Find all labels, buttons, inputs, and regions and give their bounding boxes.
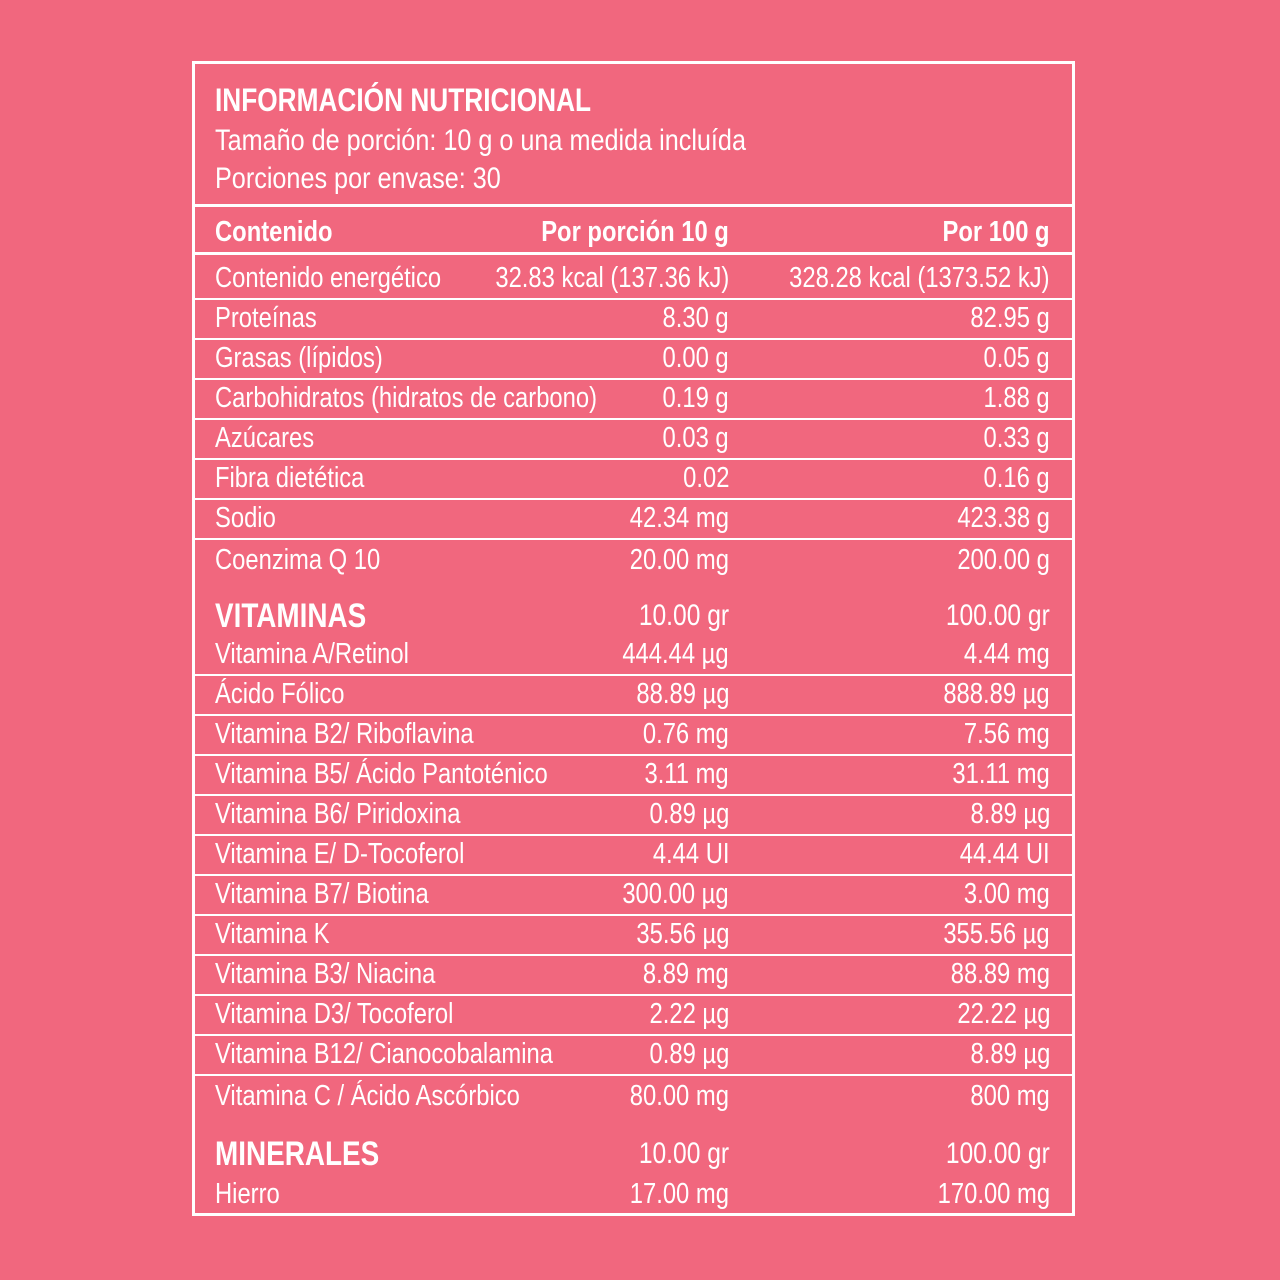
servings-per-container: Porciones por envase: 30 (215, 162, 501, 195)
nutrient-row (195, 258, 1072, 300)
row-per-100: 88.89 mg (950, 958, 1050, 990)
row-per-100: 4.44 mg (964, 638, 1050, 670)
row-label: Vitamina B3/ Niacina (215, 958, 436, 990)
row-label: Vitamina C / Ácido Ascórbico (215, 1080, 520, 1112)
vitamin-row (195, 676, 1072, 716)
vitamin-row (195, 1036, 1072, 1076)
vitamin-row (195, 1076, 1072, 1116)
vitamin-row (195, 636, 1072, 676)
row-per-100: 8.89 µg (970, 798, 1050, 830)
row-label: Vitamina A/Retinol (215, 638, 409, 670)
row-label: VITAMINAS (215, 597, 367, 635)
row-label: Grasas (lípidos) (215, 342, 383, 374)
row-per-serving: 10.00 gr (638, 1137, 729, 1170)
vitamin-row (195, 916, 1072, 956)
nutrient-row (195, 420, 1072, 460)
row-per-serving: 0.89 µg (649, 1038, 729, 1070)
row-label: Coenzima Q 10 (215, 544, 381, 576)
row-per-serving: 42.34 mg (629, 502, 729, 534)
row-label: Azúcares (215, 422, 315, 454)
nutrient-row (195, 380, 1072, 420)
row-per-serving: 300.00 µg (622, 878, 729, 910)
row-label: Vitamina B6/ Piridoxina (215, 798, 461, 830)
row-per-serving: 444.44 µg (622, 638, 729, 670)
row-per-serving: 80.00 mg (629, 1080, 729, 1112)
row-per-serving: 0.89 µg (649, 798, 729, 830)
nutrition-title: INFORMACIÓN NUTRICIONAL (215, 82, 592, 118)
row-per-100: 0.05 g (983, 342, 1050, 374)
row-per-serving: 17.00 mg (629, 1178, 729, 1210)
row-per-serving: 88.89 µg (635, 678, 729, 710)
row-per-serving: 0.00 g (662, 342, 729, 374)
serving-size: Tamaño de porción: 10 g o una medida incluída (215, 124, 746, 157)
nutrient-row (195, 540, 1072, 580)
row-label: Vitamina K (215, 918, 330, 950)
column-per-100-header: Por 100 g (942, 216, 1050, 248)
row-per-100: 170.00 mg (937, 1178, 1050, 1210)
row-per-serving: 0.02 (682, 462, 729, 494)
column-per-serving-header: Por porción 10 g (541, 216, 729, 248)
row-per-serving: 32.83 kcal (137.36 kJ) (495, 262, 729, 294)
vitamin-row (195, 796, 1072, 836)
row-per-serving: 8.30 g (662, 302, 729, 334)
row-label: Vitamina B12/ Cianocobalamina (215, 1038, 553, 1070)
row-per-serving: 2.22 µg (649, 998, 729, 1030)
vitamin-row (195, 716, 1072, 756)
vitamin-row (195, 876, 1072, 916)
mineral-row (195, 1174, 1072, 1214)
row-per-100: 888.89 µg (943, 678, 1050, 710)
row-label: Carbohidratos (hidratos de carbono) (215, 382, 598, 414)
column-header-row (195, 210, 1072, 255)
row-per-100: 82.95 g (970, 302, 1050, 334)
row-label: MINERALES (215, 1135, 380, 1173)
nutrient-row (195, 460, 1072, 500)
row-label: Vitamina D3/ Tocoferol (215, 998, 454, 1030)
row-per-100: 200.00 g (957, 544, 1050, 576)
row-per-serving: 0.03 g (662, 422, 729, 454)
row-per-100: 800 mg (970, 1080, 1050, 1112)
row-per-serving: 3.11 mg (644, 758, 729, 790)
row-per-100: 1.88 g (983, 382, 1050, 414)
row-label: Sodio (215, 502, 276, 534)
row-per-100: 8.89 µg (970, 1038, 1050, 1070)
row-per-100: 0.16 g (983, 462, 1050, 494)
row-label: Hierro (215, 1178, 280, 1210)
vitamin-row (195, 996, 1072, 1036)
row-per-serving: 0.76 mg (643, 718, 729, 750)
row-per-100: 44.44 UI (960, 838, 1050, 870)
vitamin-row (195, 956, 1072, 996)
row-per-serving: 8.89 mg (643, 958, 729, 990)
row-label: Vitamina B5/ Ácido Pantoténico (215, 758, 548, 790)
minerals-section-header (195, 1132, 1072, 1174)
row-per-serving: 35.56 µg (635, 918, 729, 950)
row-per-serving: 20.00 mg (629, 544, 729, 576)
nutrient-row (195, 340, 1072, 380)
row-per-serving: 10.00 gr (638, 599, 729, 632)
row-per-100: 7.56 mg (964, 718, 1050, 750)
row-label: Vitamina B2/ Riboflavina (215, 718, 474, 750)
row-per-100: 100.00 gr (946, 599, 1050, 632)
nutrient-row (195, 300, 1072, 340)
column-label-header: Contenido (215, 216, 333, 248)
nutrient-row (195, 500, 1072, 540)
nutrition-header (195, 64, 1072, 207)
row-per-serving: 4.44 UI (652, 838, 729, 870)
row-label: Contenido energético (215, 262, 442, 294)
row-per-100: 423.38 g (957, 502, 1050, 534)
row-per-100: 355.56 µg (943, 918, 1050, 950)
vitamin-row (195, 756, 1072, 796)
row-label: Fibra dietética (215, 462, 365, 494)
row-per-100: 100.00 gr (946, 1137, 1050, 1170)
vitamins-section-header (195, 594, 1072, 636)
nutrition-facts-panel (192, 61, 1075, 1216)
row-per-100: 0.33 g (983, 422, 1050, 454)
row-label: Proteínas (215, 302, 317, 334)
row-label: Vitamina B7/ Biotina (215, 878, 429, 910)
vitamin-row (195, 836, 1072, 876)
row-label: Vitamina E/ D-Tocoferol (215, 838, 465, 870)
row-per-100: 3.00 mg (964, 878, 1050, 910)
row-per-100: 328.28 kcal (1373.52 kJ) (789, 262, 1050, 294)
row-label: Ácido Fólico (215, 678, 345, 710)
row-per-100: 22.22 µg (956, 998, 1050, 1030)
row-per-100: 31.11 mg (952, 758, 1050, 790)
row-per-serving: 0.19 g (662, 382, 729, 414)
